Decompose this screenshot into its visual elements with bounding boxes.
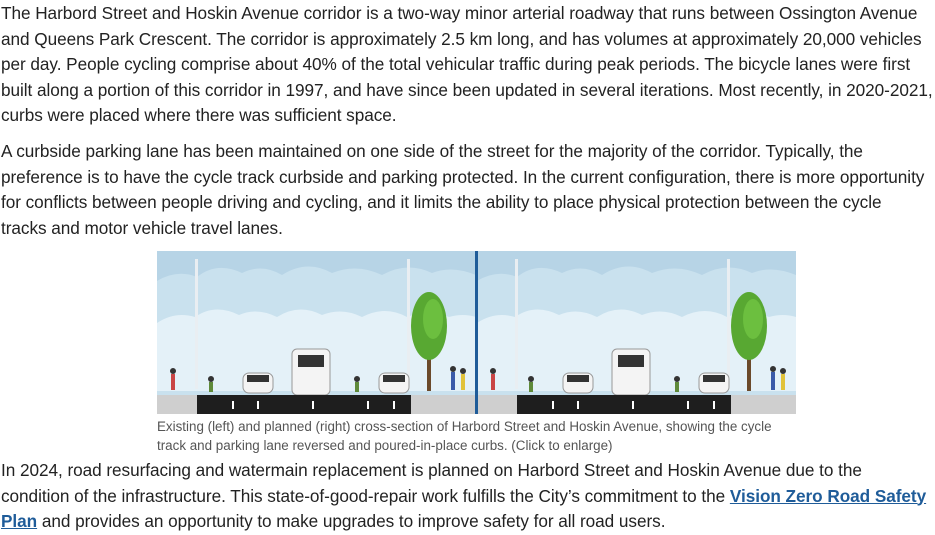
cross-section-illustration[interactable] [157,251,796,414]
figure-caption: Existing (left) and planned (right) cross-section of Harbord Street and Hoskin Avenue, showing the cycle track and parking lane reversed and poured-in-place curbs. (Click to enlarge) [157,419,772,453]
parking-paragraph: A curbside parking lane has been maintained on one side of the street for the majority of the corridor. Typically, the preference is to have the cycle track curbside and parking protected. In the current configuration, there is more opportunity for conflicts between people driving and cycling, and it limits the ability to place physical protection between the cycle tracks and motor vehicle travel lanes. [1,141,925,238]
cross-section-figure [157,251,796,455]
intro-paragraph: The Harbord Street and Hoskin Avenue corridor is a two-way minor arterial roadway that runs between Ossington Avenue and Queens Park Crescent. The corridor is approximately 2.5 km long, and has volumes at approximately 20,000 vehicles per day. People cycling comprise about 40% of the total vehicular traffic during peak periods. The bicycle lanes were first built along a portion of this corridor in 1997, and have since been updated in several iterations. Most recently, in 2020-2021, curbs were placed where there was sufficient space. [1,3,933,125]
vision-zero-link[interactable]: Vision Zero Road Safety Plan [1,485,927,531]
resurfacing-text-after: and provides an opportunity to make upgrades to improve safety for all road users. [37,511,666,531]
resurfacing-text-before: In 2024, road resurfacing and watermain replacement is planned on Harbord Street and Hoskin Avenue due to the condition of the infrastructure. This state-of-good-repair work fulfills the City’s commitment to the [1,460,862,506]
resurfacing-paragraph [0,458,931,535]
